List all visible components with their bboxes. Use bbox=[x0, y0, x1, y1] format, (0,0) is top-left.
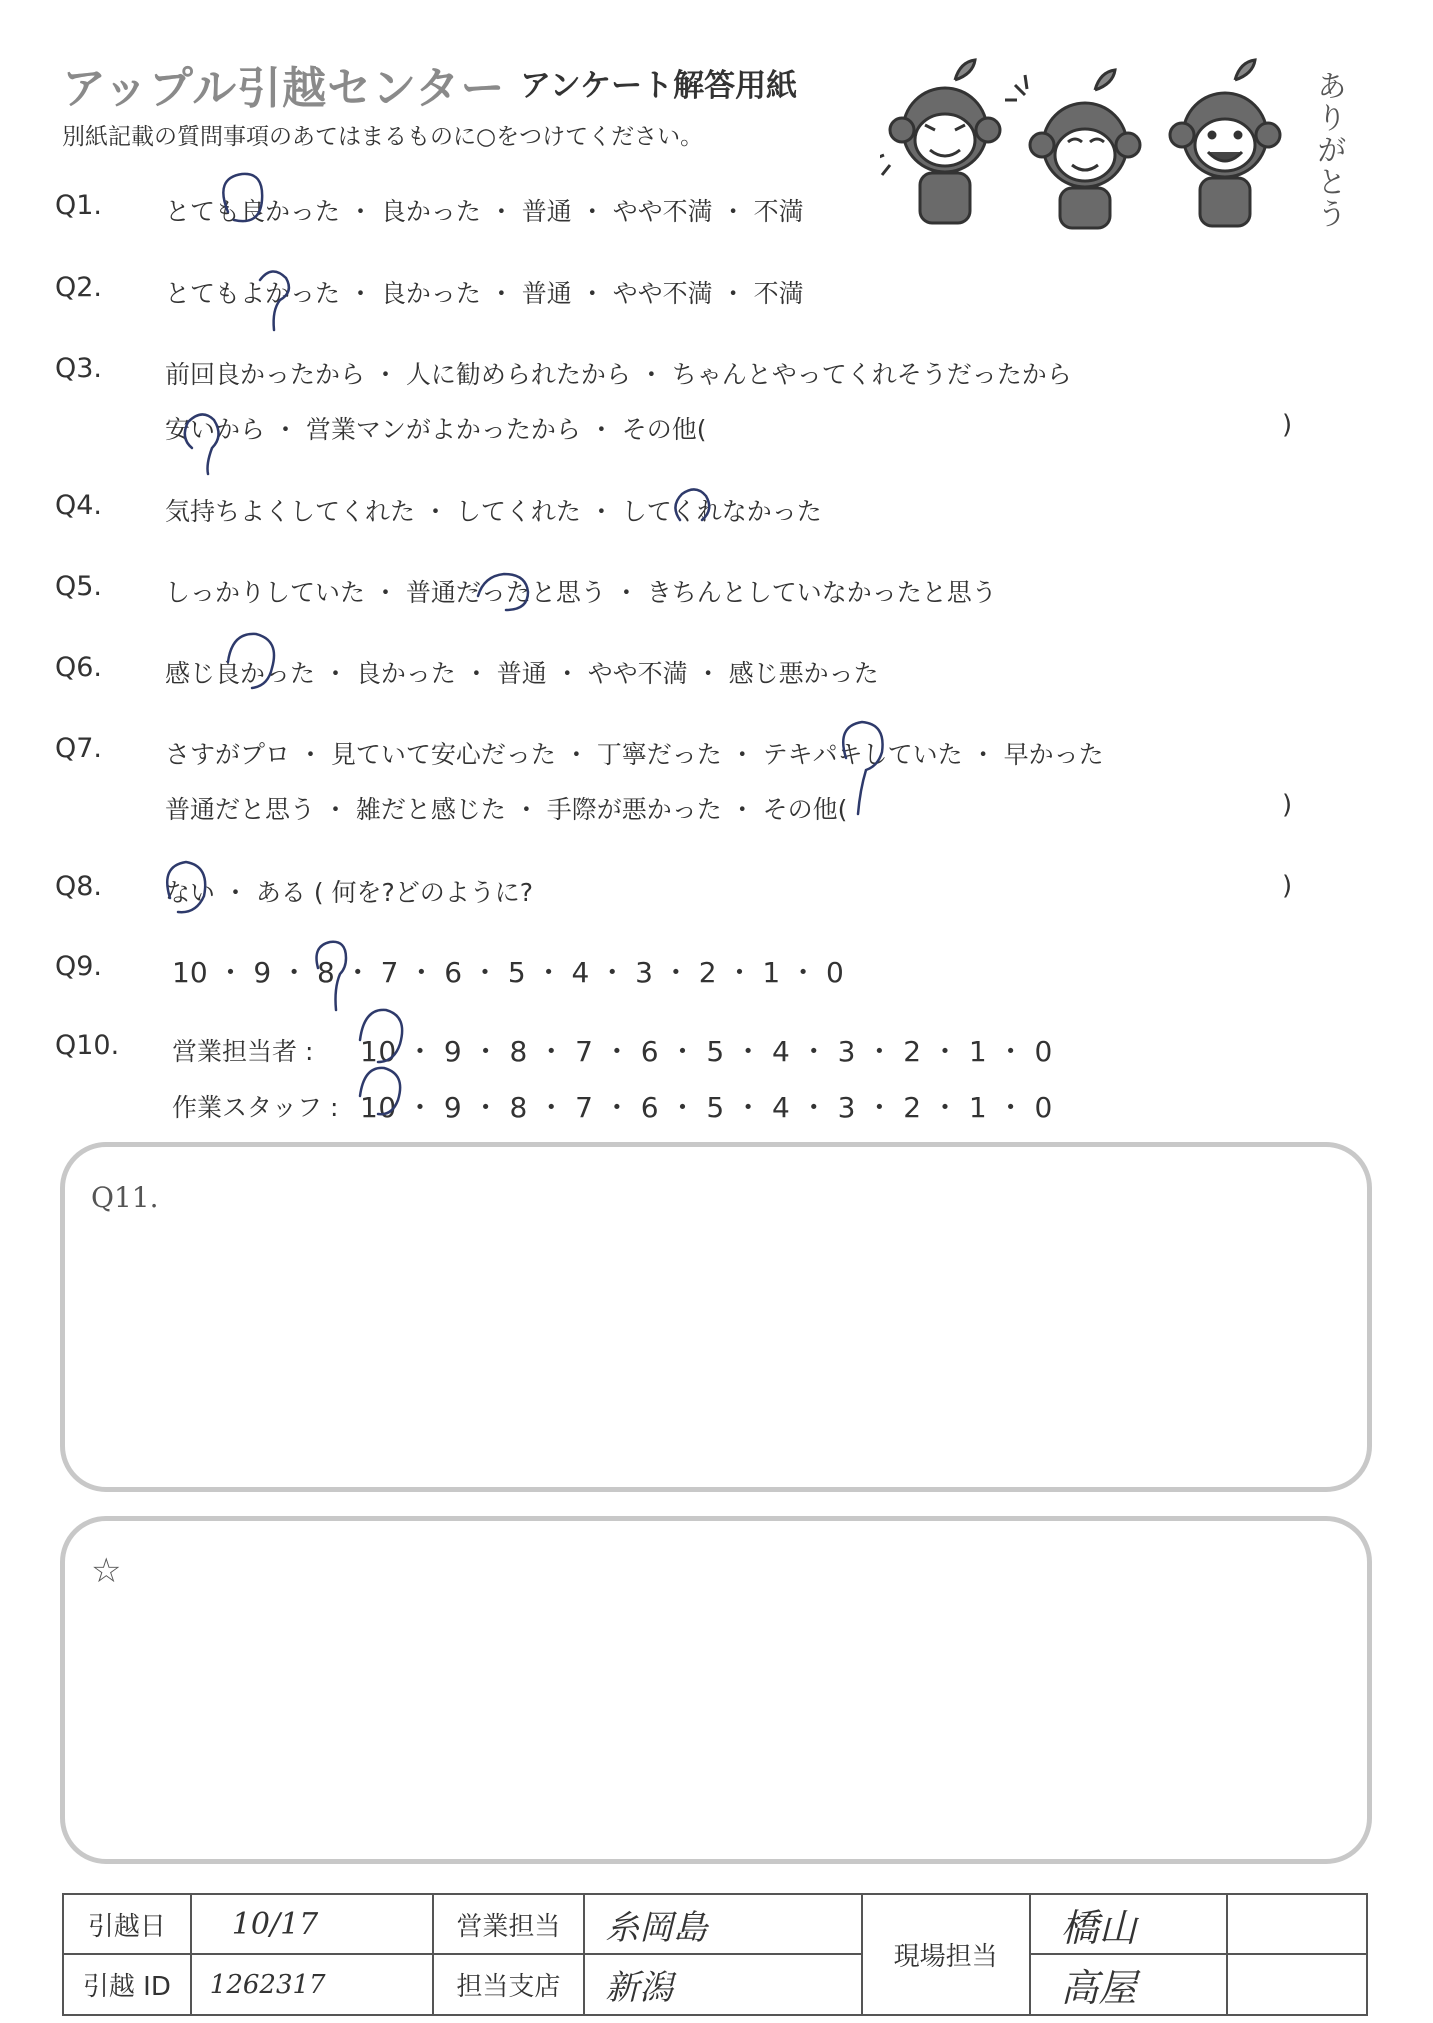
sales-rep-value[interactable]: 糸岡島 bbox=[584, 1894, 862, 1954]
move-id-label: 引越 ID bbox=[63, 1954, 191, 2015]
q3-options-line1: 前回良かったから ・ 人に勧められたから ・ ちゃんとやってくれそうだったから bbox=[165, 360, 1072, 389]
q10-number: Q10. bbox=[55, 1030, 120, 1061]
q9-number: Q9. bbox=[55, 951, 103, 982]
q10-staff-scale: 10 ・ 9 ・ 8 ・ 7 ・ 6 ・ 5 ・ 4 ・ 3 ・ 2 ・ 1 ・ 0 bbox=[360, 1091, 1053, 1124]
q1-number: Q1. bbox=[55, 190, 103, 221]
comment-box[interactable] bbox=[60, 1516, 1372, 1864]
move-date-value[interactable]: 10/17 bbox=[191, 1894, 433, 1954]
star-icon: ☆ bbox=[91, 1551, 122, 1591]
move-info-table bbox=[62, 1893, 1368, 2016]
q7-number: Q7. bbox=[55, 733, 103, 764]
q7-close-paren: ) bbox=[1282, 790, 1293, 820]
q5-circle-mark bbox=[478, 574, 528, 610]
q3-number: Q3. bbox=[55, 353, 103, 384]
q11-label: Q11. bbox=[91, 1181, 159, 1214]
q10-staff-circle-mark bbox=[360, 1068, 400, 1114]
q4-circle-mark bbox=[675, 489, 709, 520]
q6-circle-mark bbox=[228, 634, 274, 688]
q4-number: Q4. bbox=[55, 490, 103, 521]
q11-answer-box[interactable] bbox=[60, 1142, 1372, 1492]
thanks-text: ありがとう bbox=[1311, 70, 1346, 230]
q10-staff-label: 作業スタッフ : bbox=[172, 1093, 339, 1122]
branch-value[interactable]: 新潟 bbox=[584, 1954, 862, 2015]
q7-options-line2: 普通だと思う ・ 雑だと感じた ・ 手際が悪かった ・ その他( bbox=[165, 795, 848, 824]
q7-circle-mark bbox=[843, 722, 882, 814]
q8-close-paren: ) bbox=[1282, 871, 1293, 901]
site-rep-label: 現場担当 bbox=[862, 1894, 1030, 2015]
q6-number: Q6. bbox=[55, 652, 103, 683]
site-rep-value-1[interactable]: 橋山 bbox=[1030, 1894, 1228, 1954]
company-name: アップル引越センター bbox=[62, 63, 506, 114]
branch-label: 担当支店 bbox=[433, 1954, 585, 2015]
sales-rep-label: 営業担当 bbox=[433, 1894, 585, 1954]
q8-options: ない ・ ある ( 何を?どのように? bbox=[165, 878, 534, 907]
q8-number: Q8. bbox=[55, 871, 103, 902]
instruction-text: 別紙記載の質問事項のあてはまるものに○をつけてください。 bbox=[62, 124, 704, 150]
q9-circle-mark bbox=[317, 942, 347, 1010]
q3-circle-mark bbox=[185, 414, 219, 474]
q4-options: 気持ちよくしてくれた ・ してくれた ・ してくれなかった bbox=[165, 497, 822, 526]
site-rep-extra-cell-2[interactable] bbox=[1227, 1954, 1367, 2015]
move-id-value[interactable]: 1262317 bbox=[191, 1954, 433, 2015]
q2-options: とてもよかった ・ 良かった ・ 普通 ・ やや不満 ・ 不満 bbox=[165, 279, 804, 308]
q1-options: とても良かった ・ 良かった ・ 普通 ・ やや不満 ・ 不満 bbox=[165, 197, 804, 226]
q6-options: 感じ良かった ・ 良かった ・ 普通 ・ やや不満 ・ 感じ悪かった bbox=[165, 659, 879, 688]
q5-number: Q5. bbox=[55, 571, 103, 602]
site-rep-extra-cell-1[interactable] bbox=[1227, 1894, 1367, 1954]
q10-sales-circle-mark bbox=[360, 1010, 402, 1062]
q2-number: Q2. bbox=[55, 272, 103, 303]
q2-circle-mark bbox=[260, 271, 289, 330]
q5-options: しっかりしていた ・ 普通だったと思う ・ きちんとしていなかったと思う bbox=[165, 578, 997, 607]
site-rep-value-2[interactable]: 高屋 bbox=[1030, 1954, 1228, 2015]
q8-circle-mark bbox=[167, 862, 205, 912]
move-date-label: 引越日 bbox=[63, 1894, 191, 1954]
q3-options-line2: 安いから ・ 営業マンがよかったから ・ その他( bbox=[165, 415, 707, 444]
q1-circle-mark bbox=[223, 174, 262, 221]
form-title: アンケート解答用紙 bbox=[520, 68, 798, 104]
q9-scale: 10 ・ 9 ・ 8 ・ 7 ・ 6 ・ 5 ・ 4 ・ 3 ・ 2 ・ 1 ・ 0 bbox=[172, 956, 844, 989]
q10-sales-label: 営業担当者 : bbox=[172, 1037, 314, 1066]
q7-options-line1: さすがプロ ・ 見ていて安心だった ・ 丁寧だった ・ テキパキしていた ・ 早かった bbox=[165, 740, 1104, 769]
q10-sales-scale: 10 ・ 9 ・ 8 ・ 7 ・ 6 ・ 5 ・ 4 ・ 3 ・ 2 ・ 1 ・ 0 bbox=[360, 1035, 1053, 1068]
q3-close-paren: ) bbox=[1282, 410, 1293, 440]
